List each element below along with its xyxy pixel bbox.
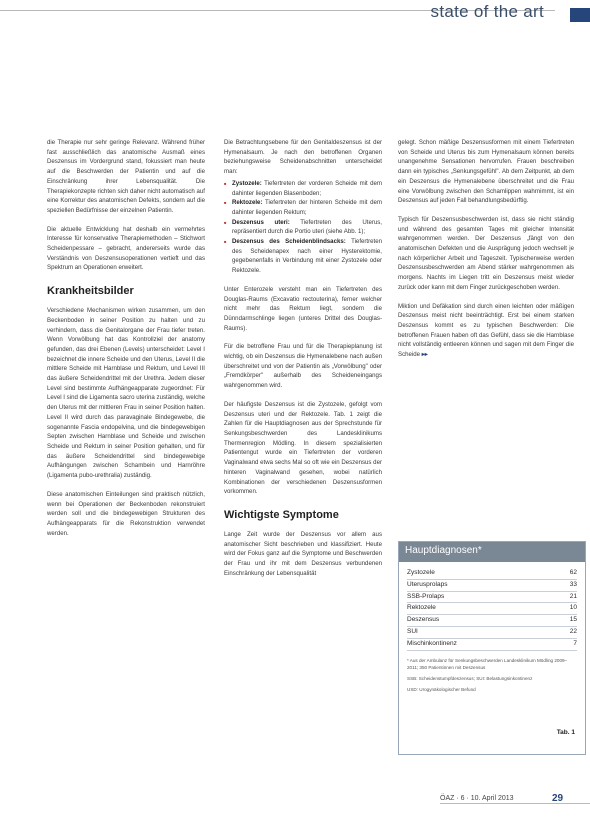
table-hauptdiagnosen	[398, 541, 586, 755]
footer-rule	[440, 803, 590, 804]
table-row: SUI 22	[407, 627, 577, 639]
table-note: SSB: Scheidenstumpfdeszensus; SUI: Belastungsinkontinenz	[407, 675, 533, 681]
footer	[440, 793, 564, 804]
heading-wichtigste-symptome: Wichtigste Symptome	[224, 508, 339, 521]
col1-paragraph-1: die Therapie nur sehr geringe Relevanz. Während früher fast ausschließlich das anatomische Ausmaß eines Deszensus im Vordergrund stand, fokussiert man heute auf die Beschwerden der Patientin und auf die Einschränkung ihrer Lebensqualität. Die Therapiekonzepte richten sich daher nicht automatisch auf eine Korrektur des anatomischen Defekts, sondern auf die speziellen Bedürfnisse der einzelnen Patientin.	[47, 139, 205, 214]
column-2	[224, 138, 382, 578]
col2-paragraph-2: Unter Enterozele versteht man ein Tiefertreten des Douglas-Raums (Excavatio rectouterina), ferner welcher nicht mehr das Rektum liegt, sondern die Dünndarmschlinge liegen (unteres Drittel des Douglas-Raums).	[224, 285, 382, 332]
col1-paragraph-3: Verschiedene Mechanismen wirken zusammen, um den Beckenboden in seiner Position zu halten und zu verhindern, dass die Genitalorgane der Frau tiefer treten. Wenn Vorwölbung hat das Kontrollziel der anatomy gefunden, das drei Ebenen (Levels) unterscheidet: Level I bezeichnet die innere Scheide und den Uterus, Level II die mittlere Scheide mit Harnblase und Rektum, und Level III das äußere Scheidendrittel mit der Urethra. Jedem dieser Level sind bestimmte Aufhängeapparate zugeordnet: Für Level I sind die Ligamenta sacro uterina zuständig, welche den Uterus mit der mittleren Frau in seiner Position halten. Level II wird durch das paravaginale Bindegewebe, die sogenannte Fascia endopelvina, und die bindegewebigen Septen zwischen Harnblase und Scheide und zwischen Scheide und Rektum in seiner Position gehalten, und für das äußere Scheidendrittel sind bindegewebige Aufhängungen zwischen Schambein und Harnröhre (Ligamenta pubo-urethralia) zuständig.	[47, 307, 205, 480]
table-footnotes	[399, 651, 585, 693]
table-row: Deszensus 15	[407, 615, 577, 627]
table-row: Rektozele 10	[407, 603, 577, 615]
list-item: ■ Zystozele: Tiefertreten der vorderen Scheide mit dem dahinter liegenden Blasenboden;	[224, 179, 382, 198]
page-number: 29	[552, 793, 564, 804]
table-label: Tab. 1	[556, 729, 575, 736]
table-row: Zystozele 62	[407, 568, 577, 580]
col1-paragraph-2: Die aktuelle Entwicklung hat deshalb ein vermehrtes Interesse für konservative Therapiemethoden – Stichwort Scheidenpessare – gebracht, andererseits wurde das Verständnis von Deszensusoperationen vertieft und das Spektrum an Operationen erweitert.	[47, 225, 205, 272]
col1-paragraph-4: Diese anatomischen Einteilungen sind praktisch nützlich, wenn bei Operationen der Beckenboden rekonstruiert werden soll und die bindegewebigen Strukturen des Aufhängeapparats für die Rekonstruktion verwendet werden.	[47, 490, 205, 537]
col3-paragraph-1: gelegt. Schon mäßige Deszensusformen mit einem Tiefertreten von Scheide und Uterus bis zum Hymenalsaum können bereits unangenehme Sensationen hervorrufen. Frauen beschreiben dann ein typisches „Senkungsgefühl". Ab dem Zeitpunkt, ab dem ein Deszensus die Hymenalebene überschreitet und die Frau eine Vorwölbung zwischen den Schamlippen wahrnimmt, ist ein Deszensus auf jeden Fall behandlungsbedürftig.	[398, 139, 574, 205]
table-note: USD: Urogynäkologischer Befund	[407, 686, 476, 692]
col2-paragraph-1: Die Betrachtungsebene für den Genitaldeszensus ist der Hymenalsaum. Je nach den betroffenen Organen beziehungsweise Scheidenabschnitten unterscheidet man:	[224, 139, 382, 176]
col3-paragraph-3: Miktion und Defäkation sind durch einen leichten oder mäßigen Deszensus meist nicht beeinträchtigt. Erst bei einem starken Deszensus kommt es zu typischen Beschwerden: Die betroffenen Frauen haben oft das Gefühl, dass sie die Harnblase nicht vollständig entleeren können und sagen mit dem Finger die Scheide ▸▸	[398, 302, 574, 359]
list-item: ■ Deszensus uteri: Tiefertreten des Uterus, repräsentiert durch die Portio uteri (siehe Abb. 1);	[224, 218, 382, 237]
table-title: Hauptdiagnosen*	[399, 542, 585, 562]
list-item: ■ Rektozele: Tiefertreten der hinteren Scheide mit dem dahinter liegenden Rektum;	[224, 198, 382, 217]
column-1	[47, 138, 205, 538]
col3-paragraph-2: Typisch für Deszensusbeschwerden ist, dass sie nicht ständig und während des gesamten Tages mit gleicher Intensität wahrgenommen werden. Der Deszensus „fängt von den anatomischen Defekten und die Ausprägung jedoch wechselt je nach körperlicher Arbeit und Tageszeit. Typischerweise werden Deszensusbeschwerden am Abend stärker wahrgenommen als morgens. Nachts im Liegen tritt ein Deszensus meist wieder zurück oder kann mit dem Finger zurückgeschoben werden.	[398, 215, 574, 291]
footer-text: ÖAZ · 6 · 10. April 2013	[440, 795, 514, 802]
table-note: * Aus der Ambulanz für Senkungsbeschwerden Landesklinikum Mödling 2009–2011; 350 Patientinnen mit Deszensus	[407, 657, 568, 670]
continue-marker-icon: ▸▸	[421, 351, 428, 359]
table-rows	[399, 562, 585, 651]
heading-krankheitsbilder: Krankheitsbilder	[47, 285, 134, 298]
table-row: SSB-Prolaps 21	[407, 592, 577, 604]
table-row: Mischinkontinenz 7	[407, 639, 577, 651]
deszensus-list	[224, 179, 382, 276]
col2-paragraph-5: Lange Zeit wurde der Deszensus vor allem aus anatomischer Sicht beschrieben und klassifiziert. Heute wird der Fokus ganz auf die Symptome und Beschwerden der Frau und ihr mit dem Deszensus verbundenen Einschränkung der Lebensqualität	[224, 530, 382, 577]
column-3	[398, 138, 574, 360]
list-item: ■ Deszensus des Scheidenblindsacks: Tiefertreten des Scheidenapex nach einer Hysterektomie, gegebenenfalls in Verbindung mit einer Zystozele oder Rektozele.	[224, 237, 382, 276]
header-marker	[570, 8, 590, 22]
col2-paragraph-3: Für die betroffene Frau und für die Therapieplanung ist wichtig, ob ein Deszensus die Hymenalebene nach außen überschreitet und von der Patientin als „Vorwölbung" oder „Fremdkörper" außerhalb des Scheideneingangs wahrgenommen wird.	[224, 343, 382, 390]
table-row: Uterusprolaps 33	[407, 580, 577, 592]
col2-paragraph-4: Der häufigste Deszensus ist die Zystozele, gefolgt vom Deszensus uteri und der Rektozele. Tab. 1 zeigt die Zahlen für die Hauptdiagnosen aus der Sprechstunde für Senkungsbeschwerden des Landesklinikums Thermenregion Mödling. In diesem spezialisierten Patientengut wurde ein Tiefertreten der vorderen Vaginalwand etwa sechs Mal so oft wie ein Deszensus der hinteren Vaginalwand gesehen, wobei natürlich Kombinationen der verschiedenen Deszensusformen vorkommen.	[224, 400, 382, 496]
section-title: state of the art	[430, 2, 544, 21]
